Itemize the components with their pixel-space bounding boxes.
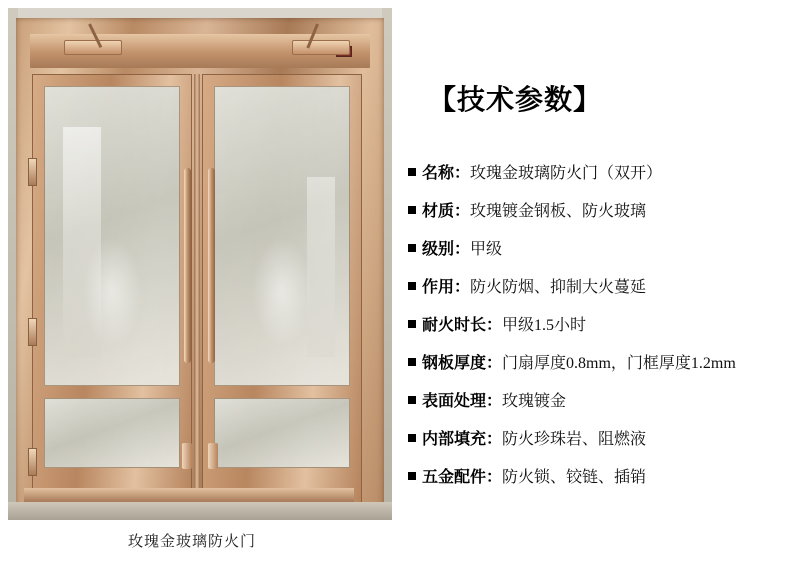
spec-label: 耐火时长： [422, 317, 503, 334]
door-leaf-right [202, 74, 362, 514]
door-frame [16, 18, 384, 518]
door-handle-right [208, 168, 215, 363]
spec-value: 甲级 [470, 241, 503, 258]
spec-row [400, 236, 790, 259]
product-photo [8, 8, 392, 520]
glass-highlight [82, 237, 142, 347]
square-bullet-icon [408, 168, 416, 176]
spec-label: 五金配件： [422, 469, 503, 486]
spec-list [400, 160, 790, 502]
spec-value: 门扇厚度0.8mm，门框厚度1.2mm [502, 355, 736, 372]
spec-row [400, 160, 790, 183]
spec-label: 表面处理： [422, 393, 503, 410]
door-hinge [28, 158, 37, 186]
spec-row [400, 464, 790, 487]
glass-highlight [252, 237, 312, 347]
glass-pane-lower-left [44, 398, 180, 468]
spec-value: 玫瑰镀金钢板、防火玻璃 [470, 203, 647, 220]
spec-label: 作用： [422, 279, 471, 296]
glass-pane-lower-right [214, 398, 350, 468]
spec-row [400, 388, 790, 411]
square-bullet-icon [408, 472, 416, 480]
door-knob-left [182, 443, 192, 469]
square-bullet-icon [408, 358, 416, 366]
spec-row [400, 274, 790, 297]
spec-value: 玫瑰镀金 [502, 393, 567, 410]
square-bullet-icon [408, 396, 416, 404]
door-hinge [28, 448, 37, 476]
door-kick-plate [24, 488, 354, 502]
spec-label: 材质： [422, 203, 471, 220]
spec-value: 防火珍珠岩、阻燃液 [502, 431, 647, 448]
glass-pane-upper-left [44, 86, 180, 386]
photo-caption: 玫瑰金玻璃防火门 [127, 533, 256, 550]
glass-pane-upper-right [214, 86, 350, 386]
door-center-seam [194, 74, 200, 514]
spec-label: 名称： [422, 165, 471, 182]
square-bullet-icon [408, 206, 416, 214]
square-bullet-icon [408, 434, 416, 442]
spec-row [400, 426, 790, 449]
spec-panel [400, 0, 790, 574]
door-leaf-left [32, 74, 192, 514]
spec-label: 级别： [422, 241, 471, 258]
spec-value: 防火防烟、抑制大火蔓延 [470, 279, 647, 296]
spec-label: 钢板厚度： [422, 355, 503, 372]
spec-label: 内部填充： [422, 431, 503, 448]
spec-row [400, 312, 790, 335]
spec-title: 【技术参数】 [428, 85, 603, 116]
door-knob-right [208, 443, 218, 469]
spec-value: 甲级1.5小时 [502, 317, 587, 334]
spec-row [400, 198, 790, 221]
door-handle-left [184, 168, 191, 363]
floor-strip [8, 502, 392, 520]
spec-value: 玫瑰金玻璃防火门（双开） [470, 165, 663, 182]
spec-row [400, 350, 790, 373]
spec-value: 防火锁、铰链、插销 [502, 469, 647, 486]
door-closer-right [292, 40, 350, 55]
square-bullet-icon [408, 320, 416, 328]
door-closer-left [64, 40, 122, 55]
door-hinge [28, 318, 37, 346]
square-bullet-icon [408, 244, 416, 252]
square-bullet-icon [408, 282, 416, 290]
